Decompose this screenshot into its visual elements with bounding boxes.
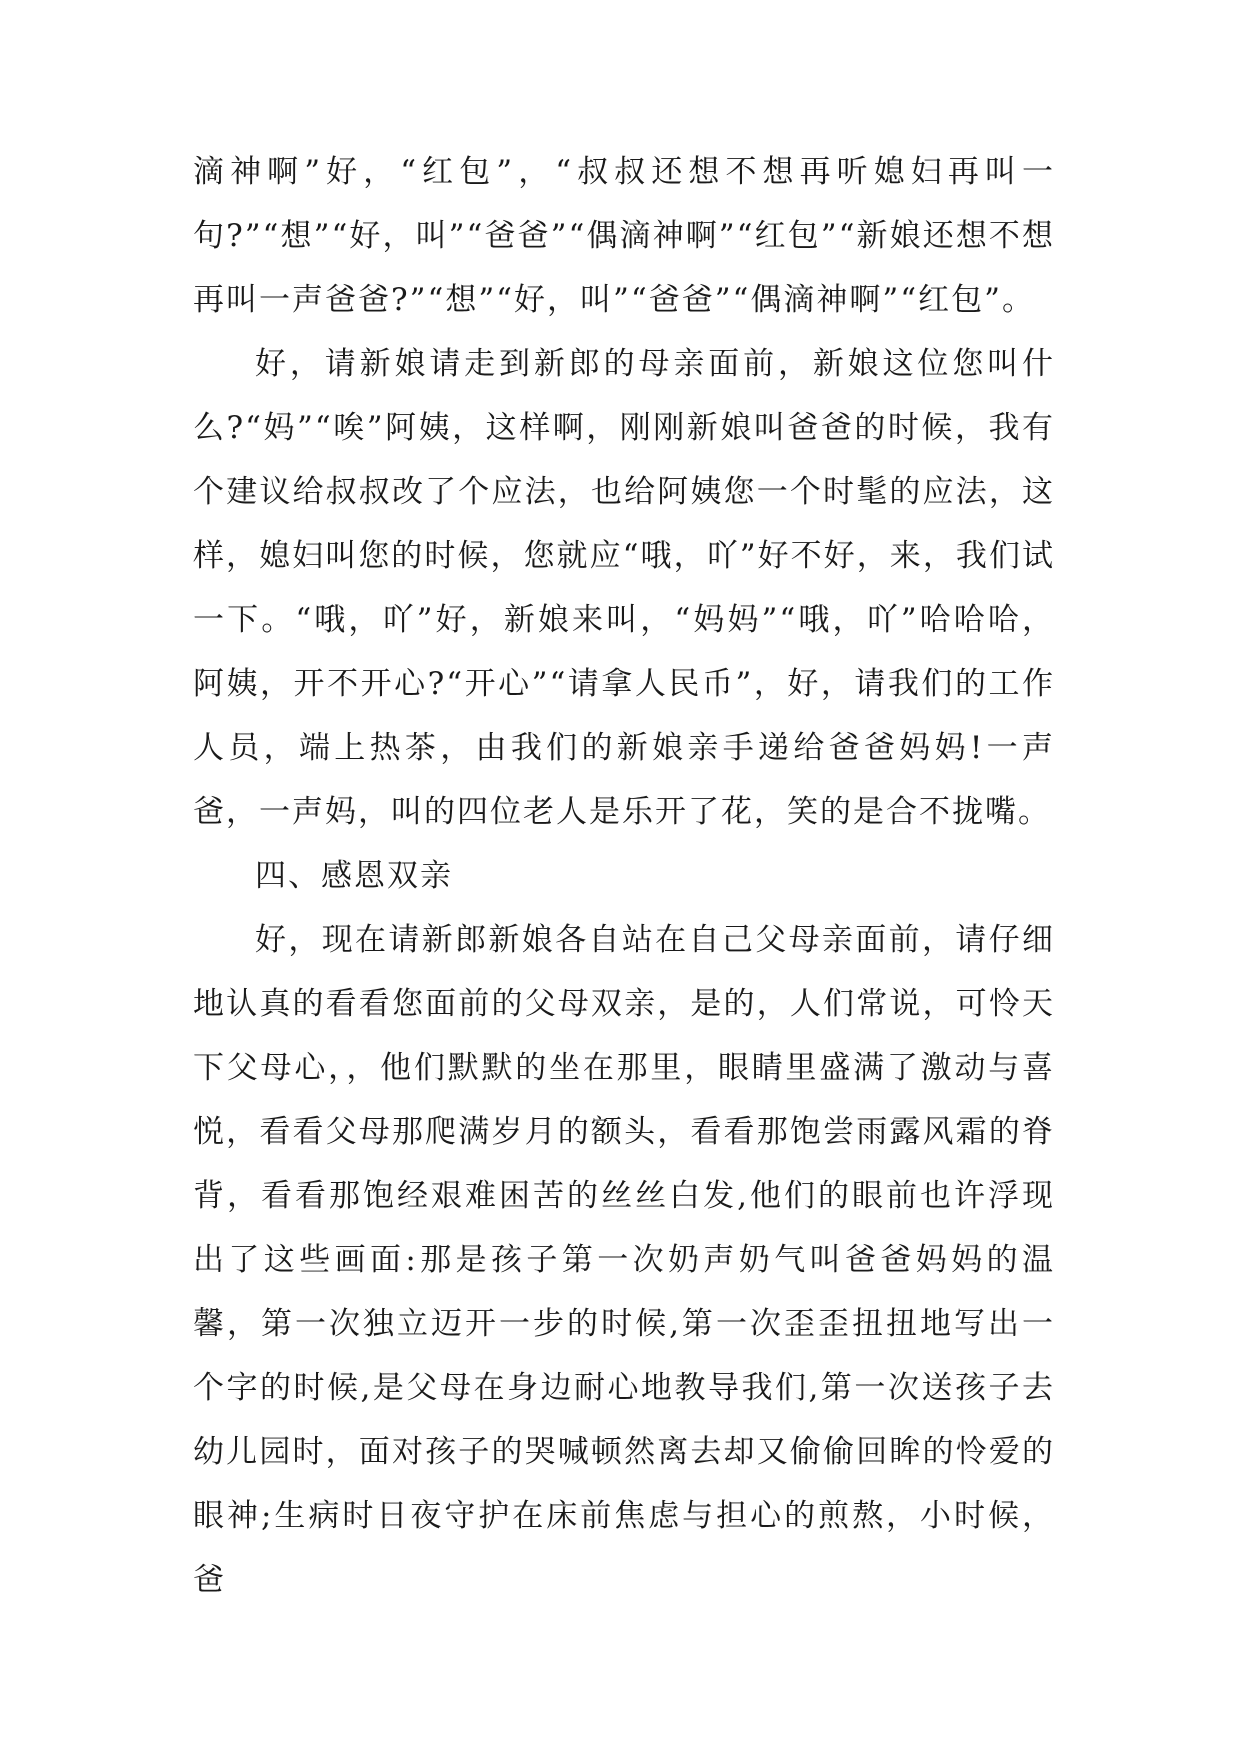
paragraph-mother-greeting: 好，请新娘请走到新郎的母亲面前，新娘这位您叫什么?“妈”“唉”阿姨，这样啊，刚刚新娘叫爸爸的时候，我有个建议给叔叔改了个应法，也给阿姨您一个时髦的应法，这样，媳妇叫您的时候，您就应“哦，吖”好不好，来，我们试一下。“哦，吖”好，新娘来叫，“妈妈”“哦，吖”哈哈哈，阿姨，开不开心?“开心”“请拿人民币”，好，请我们的工作人员，端上热茶，由我们的新娘亲手递给爸爸妈妈!一声爸，一声妈，叫的四位老人是乐开了花，笑的是合不拢嘴。	[193, 346, 1055, 830]
paragraph-gratitude: 好，现在请新郎新娘各自站在自己父母亲面前，请仔细地认真的看看您面前的父母双亲，是的，人们常说，可怜天下父母心，，他们默默的坐在那里，眼睛里盛满了激动与喜悦，看看父母那爬满岁月的额头，看看那饱尝雨露风霜的脊背，看看那饱经艰难困苦的丝丝白发,他们的眼前也许浮现出了这些画面:那是孩子第一次奶声奶气叫爸爸妈妈的温馨，第一次独立迈开一步的时候,第一次歪歪扭扭地写出一个字的时候,是父母在身边耐心地教导我们,第一次送孩子去幼儿园时，面对孩子的哭喊顿然离去却又偷偷回眸的怜爱的眼神;生病时日夜守护在床前焦虑与担心的煎熬，小时候，爸	[193, 922, 1055, 1598]
section-heading: 四、感恩双亲	[255, 858, 453, 894]
paragraph-continuation: 滴神啊”好，“红包”，“叔叔还想不想再听媳妇再叫一句?”“想”“好，叫”“爸爸”“偶滴神啊”“红包”“新娘还想不想再叫一声爸爸?”“想”“好，叫”“爸爸”“偶滴神啊”“红包”。	[193, 154, 1055, 318]
document-page	[193, 140, 1055, 1612]
